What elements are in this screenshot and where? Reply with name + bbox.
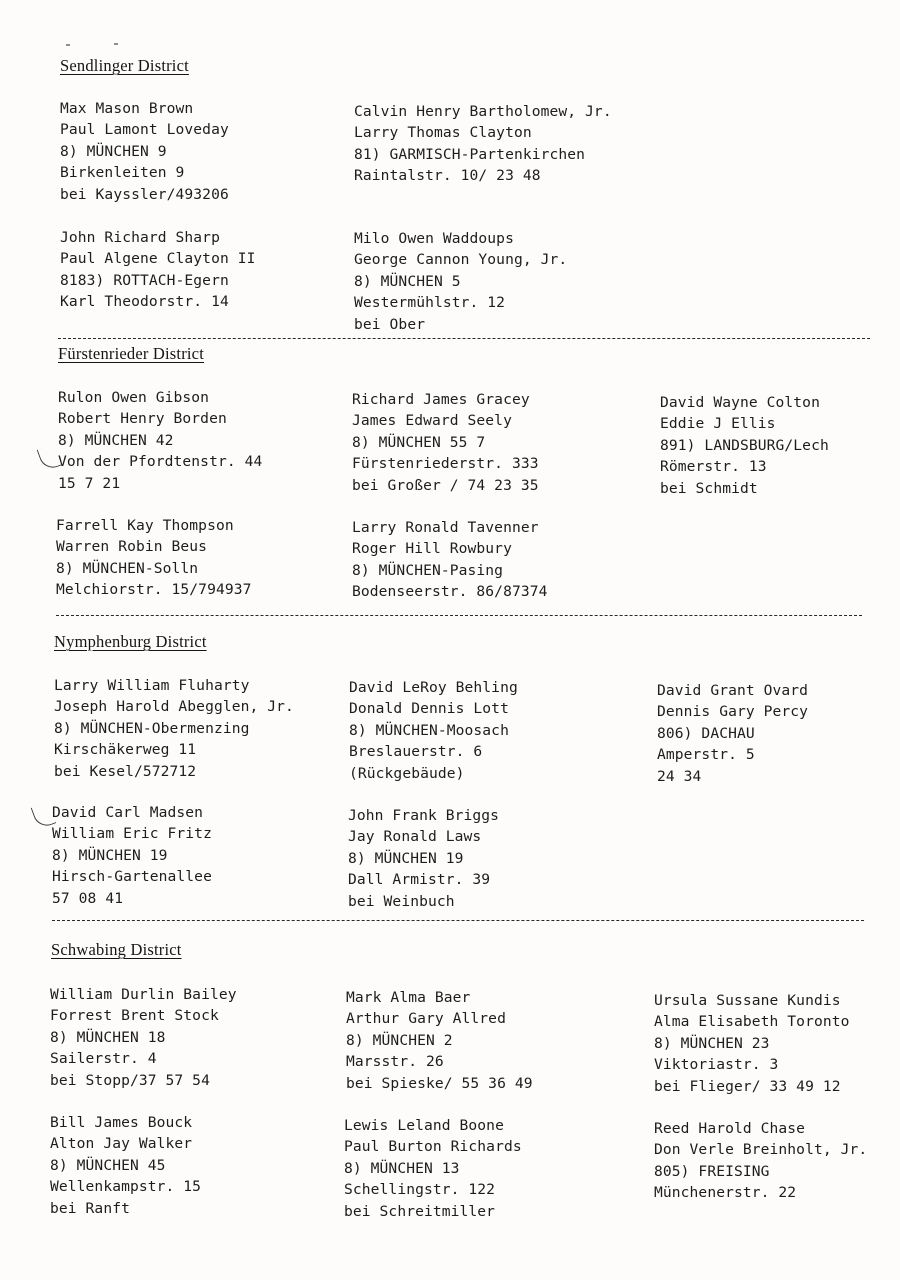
address-entry	[348, 805, 499, 912]
entry-line: Donald Dennis Lott	[349, 700, 509, 718]
entry-line: Kirschäkerweg 11	[54, 741, 197, 759]
entry-line: 8) MÜNCHEN 19	[52, 846, 168, 864]
entry-line: 8) MÜNCHEN 45	[50, 1156, 166, 1174]
entry-line: William Eric Fritz	[52, 825, 212, 843]
entry-line: Marsstr. 26	[346, 1053, 444, 1071]
entry-line: Dennis Gary Percy	[657, 703, 809, 721]
entry-line: bei Stopp/37 57 54	[50, 1071, 210, 1089]
entry-line: bei Kesel/572712	[54, 762, 197, 780]
address-entry	[354, 228, 567, 335]
entry-line: Reed Harold Chase	[654, 1120, 806, 1137]
entry-line: Larry Ronald Tavenner	[352, 519, 539, 536]
entry-line: Alton Jay Walker	[50, 1135, 193, 1153]
address-entry	[352, 517, 548, 603]
entry-line: bei Schreitmiller	[344, 1202, 496, 1220]
entry-line: Viktoriastr. 3	[654, 1056, 779, 1074]
entry-line: Forrest Brent Stock	[50, 1007, 219, 1025]
paper-speck	[66, 44, 70, 46]
address-entry	[660, 392, 829, 499]
address-entry	[56, 515, 252, 601]
entry-line: Sailerstr. 4	[50, 1050, 157, 1068]
address-entry	[58, 387, 262, 494]
entry-line: bei Großer / 74 23 35	[352, 476, 539, 494]
entry-line: 15 7 21	[58, 474, 121, 492]
district-heading-fuerstenrieder: Fürstenrieder District	[58, 344, 204, 363]
entry-line: William Durlin Bailey	[50, 986, 237, 1003]
entry-line: Amperstr. 5	[657, 746, 755, 764]
section-divider	[52, 920, 864, 921]
entry-line: Richard James Gracey	[352, 391, 530, 408]
entry-line: 8) MÜNCHEN 18	[50, 1028, 166, 1046]
entry-line: Fürstenriederstr. 333	[352, 455, 539, 473]
address-entry	[654, 990, 850, 1097]
entry-line: 8) MÜNCHEN 9	[60, 142, 167, 160]
entry-line: Robert Henry Borden	[58, 410, 227, 428]
entry-line: Paul Burton Richards	[344, 1138, 522, 1156]
entry-line: 805) FREISING	[654, 1162, 770, 1180]
entry-line: Karl Theodorstr. 14	[60, 293, 229, 311]
entry-line: 57 08 41	[52, 889, 124, 907]
address-entry	[50, 1112, 201, 1219]
entry-line: John Richard Sharp	[60, 229, 220, 246]
entry-line: James Edward Seely	[352, 412, 512, 430]
address-entry	[54, 675, 294, 782]
entry-line: Schellingstr. 122	[344, 1181, 496, 1199]
entry-line: George Cannon Young, Jr.	[354, 251, 568, 269]
address-entry	[52, 802, 212, 909]
entry-line: bei Ober	[354, 315, 426, 333]
address-entry	[352, 389, 539, 496]
entry-line: Dall Armistr. 39	[348, 871, 491, 889]
entry-line: Farrell Kay Thompson	[56, 517, 234, 534]
entry-line: Joseph Harold Abegglen, Jr.	[54, 698, 294, 716]
entry-line: Von der Pfordtenstr. 44	[58, 453, 263, 471]
entry-line: Münchenerstr. 22	[654, 1184, 797, 1202]
entry-line: Römerstr. 13	[660, 458, 767, 476]
entry-line: David Wayne Colton	[660, 394, 820, 411]
entry-line: Paul Lamont Loveday	[60, 121, 229, 139]
entry-line: 8) MÜNCHEN 19	[348, 849, 464, 867]
address-entry	[344, 1115, 522, 1222]
entry-line: Eddie J Ellis	[660, 415, 776, 433]
entry-line: 8) MÜNCHEN-Solln	[56, 559, 199, 577]
entry-line: Alma Elisabeth Toronto	[654, 1013, 850, 1031]
entry-line: Bodenseerstr. 86/87374	[352, 583, 548, 601]
address-entry	[50, 984, 237, 1091]
address-entry	[60, 227, 256, 313]
entry-line: Westermühlstr. 12	[354, 294, 506, 312]
entry-line: 8) MÜNCHEN 5	[354, 272, 461, 290]
entry-line: 806) DACHAU	[657, 724, 755, 742]
entry-line: 891) LANDSBURG/Lech	[660, 436, 829, 454]
entry-line: bei Flieger/ 33 49 12	[654, 1077, 841, 1095]
entry-line: bei Ranft	[50, 1199, 130, 1217]
entry-line: Raintalstr. 10/ 23 48	[354, 167, 541, 185]
entry-line: Breslauerstr. 6	[349, 743, 483, 761]
address-entry	[346, 987, 533, 1094]
entry-line: Don Verle Breinholt, Jr.	[654, 1141, 868, 1159]
entry-line: Larry William Fluharty	[54, 677, 250, 694]
section-divider	[56, 615, 862, 616]
entry-line: David Carl Madsen	[52, 804, 204, 821]
entry-line: Lewis Leland Boone	[344, 1117, 504, 1134]
address-entry	[60, 98, 229, 205]
entry-line: Arthur Gary Allred	[346, 1010, 506, 1028]
entry-line: Jay Ronald Laws	[348, 828, 482, 846]
entry-line: John Frank Briggs	[348, 807, 500, 824]
entry-line: Bill James Bouck	[50, 1114, 193, 1131]
district-heading-sendlinger: Sendlinger District	[60, 56, 189, 75]
entry-line: bei Spieske/ 55 36 49	[346, 1074, 533, 1092]
entry-line: Max Mason Brown	[60, 100, 194, 117]
district-heading-nymphenburg: Nymphenburg District	[54, 632, 207, 651]
entry-line: 8) MÜNCHEN-Moosach	[349, 721, 509, 739]
entry-line: Birkenleiten 9	[60, 164, 185, 182]
entry-line: 8) MÜNCHEN 55 7	[352, 433, 486, 451]
address-entry	[354, 101, 612, 187]
entry-line: Warren Robin Beus	[56, 538, 208, 556]
entry-line: Hirsch-Gartenallee	[52, 868, 212, 886]
entry-line: Larry Thomas Clayton	[354, 124, 532, 142]
entry-line: Roger Hill Rowbury	[352, 540, 512, 558]
entry-line: 8) MÜNCHEN 23	[654, 1034, 770, 1052]
entry-line: 8) MÜNCHEN 42	[58, 431, 174, 449]
address-entry	[349, 677, 518, 784]
entry-line: Milo Owen Waddoups	[354, 230, 514, 247]
entry-line: bei Weinbuch	[348, 892, 455, 910]
entry-line: bei Schmidt	[660, 479, 758, 497]
section-divider	[58, 338, 870, 339]
entry-line: 8) MÜNCHEN 13	[344, 1159, 460, 1177]
address-entry	[657, 680, 808, 787]
entry-line: (Rückgebäude)	[349, 764, 465, 782]
entry-line: Paul Algene Clayton II	[60, 250, 256, 268]
entry-line: Melchiorstr. 15/794937	[56, 581, 252, 599]
entry-line: 8) MÜNCHEN 2	[346, 1031, 453, 1049]
entry-line: David Grant Ovard	[657, 682, 809, 699]
entry-line: 24 34	[657, 767, 702, 785]
entry-line: Rulon Owen Gibson	[58, 389, 210, 406]
entry-line: 8183) ROTTACH-Egern	[60, 271, 229, 289]
entry-line: David LeRoy Behling	[349, 679, 518, 696]
entry-line: Calvin Henry Bartholomew, Jr.	[354, 103, 612, 120]
entry-line: Ursula Sussane Kundis	[654, 992, 841, 1009]
entry-line: Wellenkampstr. 15	[50, 1178, 202, 1196]
entry-line: bei Kayssler/493206	[60, 185, 229, 203]
entry-line: 8) MÜNCHEN-Obermenzing	[54, 719, 250, 737]
entry-line: 81) GARMISCH-Partenkirchen	[354, 145, 586, 163]
entry-line: Mark Alma Baer	[346, 989, 471, 1006]
district-heading-schwabing: Schwabing District	[51, 940, 182, 959]
paper-speck	[114, 43, 118, 45]
entry-line: 8) MÜNCHEN-Pasing	[352, 561, 504, 579]
address-entry	[654, 1118, 867, 1204]
